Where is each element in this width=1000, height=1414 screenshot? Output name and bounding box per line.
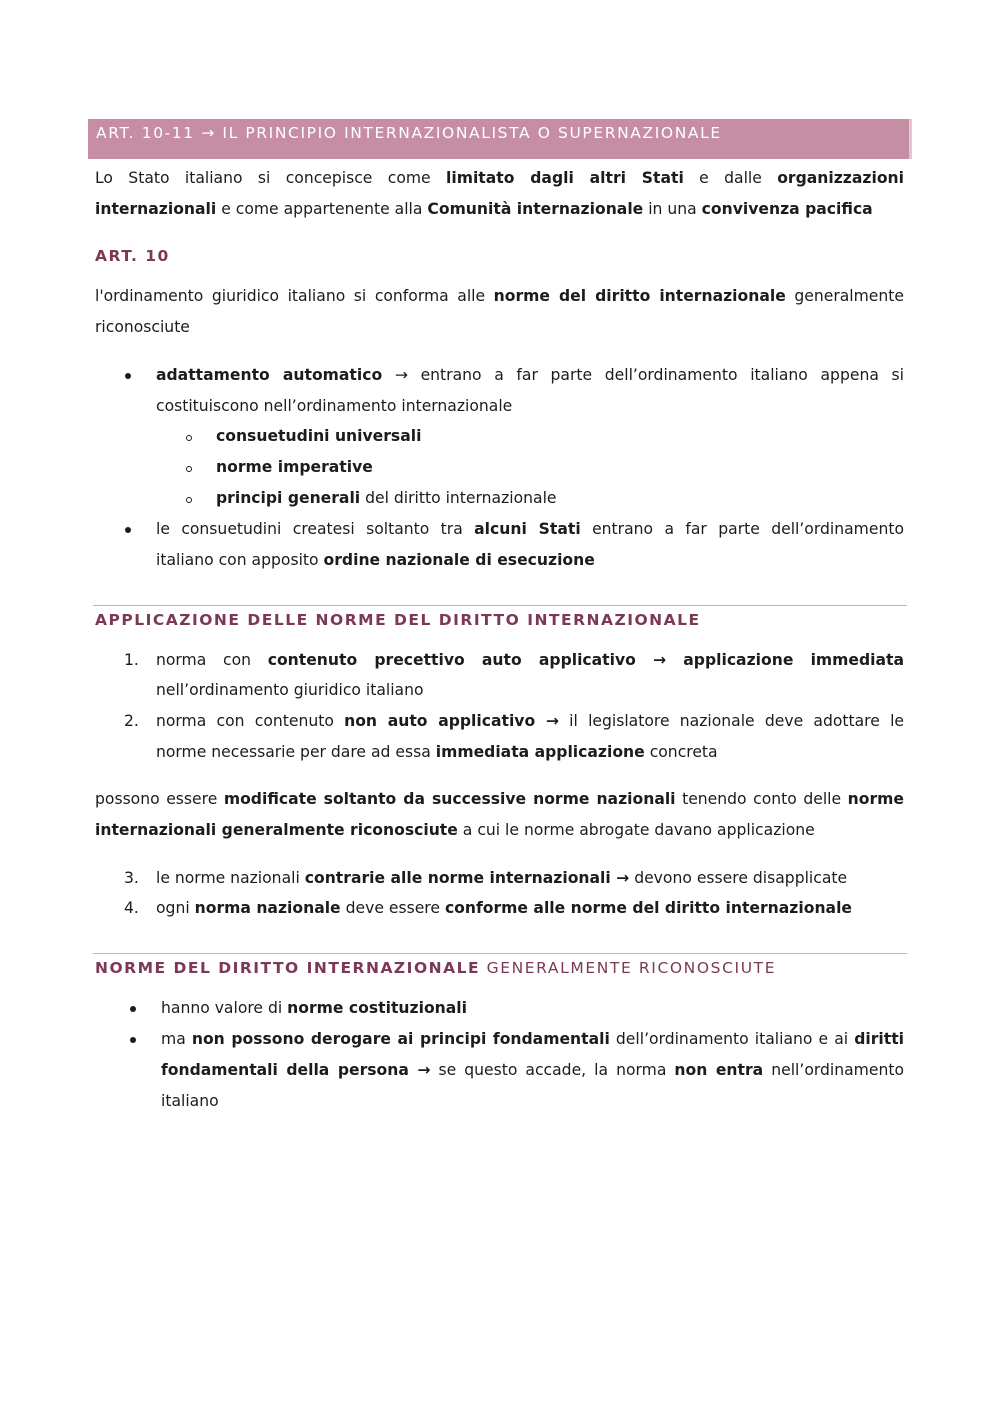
intro-line-1: Lo Stato italiano si concepisce come limitato dagli altri Stati e dalle organizzazioni xyxy=(95,169,904,187)
applicazione-para-line-2: internazionali generalmente riconosciute a cui le norme abrogate davano applicazione xyxy=(95,821,815,839)
bullet-consuetudini-line-2: italiano con apposito ordine nazionale di esecuzione xyxy=(156,551,595,569)
bullet-derogare-line-1: ma non possono derogare ai principi fondamentali dell’ordinamento italiano e ai diritti xyxy=(161,1030,905,1048)
bullet-valore: hanno valore di norme costituzionali xyxy=(161,999,467,1017)
list-number: 2. xyxy=(124,712,139,730)
list-number: 1. xyxy=(124,651,139,669)
intro-line-2: internazionali e come appartenente alla Comunità internazionale in una convivenza pacifica xyxy=(95,200,873,218)
sub-bullet-icon xyxy=(186,497,192,503)
bullet-derogare-line-3: italiano xyxy=(161,1092,219,1110)
riconosciute-heading: NORME DEL DIRITTO INTERNAZIONALE GENERALMENTE RICONOSCIUTE xyxy=(95,959,777,977)
section-divider xyxy=(93,605,907,606)
bullet-icon xyxy=(125,527,131,533)
section-divider xyxy=(93,953,907,954)
art10-heading: ART. 10 xyxy=(95,247,170,265)
bullet-adattamento-line-1: adattamento automatico → entrano a far parte dell’ordinamento italiano appena si xyxy=(156,366,905,384)
applicazione-para-line-1: possono essere modificate soltanto da successive norme nazionali tenendo conto delle norme xyxy=(95,790,904,808)
item-3: le norme nazionali contrarie alle norme internazionali → devono essere disapplicate xyxy=(156,869,848,887)
sub-item-norme-imperative: norme imperative xyxy=(216,458,373,476)
applicazione-heading: APPLICAZIONE DELLE NORME DEL DIRITTO INTERNAZIONALE xyxy=(95,611,701,629)
bullet-icon xyxy=(125,373,131,379)
item-1-line-1: norma con contenuto precettivo auto applicativo → applicazione immediata xyxy=(156,651,904,669)
bullet-icon xyxy=(130,1037,136,1043)
list-number: 4. xyxy=(124,899,139,917)
bullet-icon xyxy=(130,1006,136,1012)
sub-bullet-icon xyxy=(186,435,192,441)
sub-item-principi-generali: principi generali del diritto internazionale xyxy=(216,489,557,507)
bullet-derogare-line-2: fondamentali della persona → se questo accade, la norma non entra nell’ordinamento xyxy=(161,1061,904,1079)
section-banner xyxy=(88,119,912,159)
item-2-line-1: norma con contenuto non auto applicativo → il legislatore nazionale deve adottare le xyxy=(156,712,904,730)
sub-bullet-icon xyxy=(186,466,192,472)
banner-title: ART. 10-11 → IL PRINCIPIO INTERNAZIONALISTA O SUPERNAZIONALE xyxy=(96,124,722,142)
sub-item-consuetudini: consuetudini universali xyxy=(216,427,422,445)
bullet-consuetudini-line-1: le consuetudini createsi soltanto tra alcuni Stati entrano a far parte dell’ordinamento xyxy=(156,520,904,538)
item-2-line-2: norme necessarie per dare ad essa immediata applicazione concreta xyxy=(156,743,718,761)
item-4: ogni norma nazionale deve essere conforme alle norme del diritto internazionale xyxy=(156,899,852,917)
bullet-adattamento-line-2: costituiscono nell’ordinamento internazionale xyxy=(156,397,513,415)
list-number: 3. xyxy=(124,869,139,887)
item-1-line-2: nell’ordinamento giuridico italiano xyxy=(156,681,424,699)
art10-para-line-1: l'ordinamento giuridico italiano si conforma alle norme del diritto internazionale generalmente xyxy=(95,287,904,305)
art10-para-line-2: riconosciute xyxy=(95,318,190,336)
